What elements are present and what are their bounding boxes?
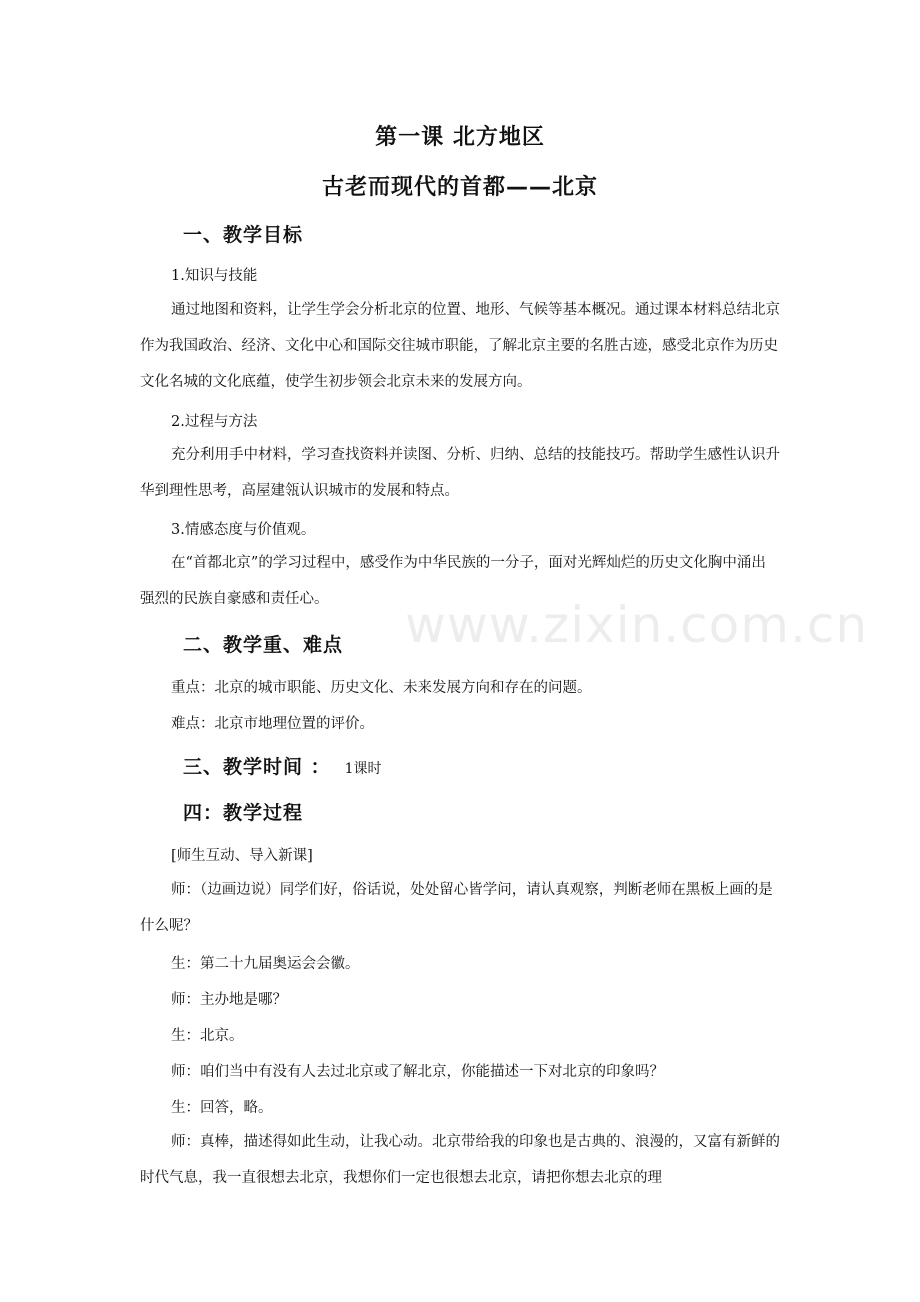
key-point-text: 重点：北京的城市职能、历史文化、未来发展方向和存在的问题。 bbox=[171, 680, 592, 696]
dialogue-line-2: 生：第二十九届奥运会会徽。 bbox=[171, 956, 360, 972]
section-time-value: 1课时 bbox=[344, 761, 382, 777]
lesson-subtitle: 古老而现代的首都——北京 bbox=[321, 175, 598, 200]
difficult-point-text: 难点：北京市地理位置的评价。 bbox=[171, 716, 374, 732]
watermark: www.zixin.com.cn bbox=[405, 596, 869, 654]
section-heading-key-points: 二、教学重、难点 bbox=[183, 634, 344, 656]
section-heading-process: 四：教学过程 bbox=[183, 802, 304, 824]
objective-2-text: 充分利用手中材料，学习查找资料并读图、分析、归纳、总结的技能技巧。帮助学生感性认识升华到理性思考，高屋建瓴认识城市的发展和特点。 bbox=[140, 447, 780, 499]
section-time-label: 三、教学时间 ： bbox=[183, 756, 331, 778]
dialogue-line-6: 生：回答，略。 bbox=[171, 1100, 273, 1116]
dialogue-line-3: 师：主办地是哪？ bbox=[171, 992, 287, 1008]
objective-3-text: 在“首都北京”的学习过程中，感受作为中华民族的一分子，面对光辉灿烂的历史文化胸中涌出强烈的民族自豪感和责任心。 bbox=[140, 555, 766, 607]
dialogue-line-1: 师：（边画边说）同学们好，俗话说，处处留心皆学问，请认真观察，判断老师在黑板上画的是什么呢？ bbox=[140, 882, 773, 934]
dialogue-line-5: 师：咱们当中有没有人去过北京或了解北京，你能描述一下对北京的印象吗？ bbox=[171, 1064, 664, 1080]
objective-3-label: 3.情感态度与价值观。 bbox=[171, 522, 316, 538]
lesson-title: 第一课 北方地区 bbox=[375, 125, 545, 150]
objective-1-label: 1.知识与技能 bbox=[171, 268, 258, 284]
section-heading-objectives: 一、教学目标 bbox=[183, 224, 304, 246]
section-heading-time bbox=[183, 752, 382, 779]
dialogue-line-4: 生：北京。 bbox=[171, 1028, 244, 1044]
objective-1-text: 通过地图和资料，让学生学会分析北京的位置、地形、气候等基本概况。通过课本材料总结北京作为我国政治、经济、文化中心和国际交往城市职能，了解北京主要的名胜古迹，感受北京作为历史文化名城的文化底蕴，使学生初步领会北京未来的发展方向。 bbox=[140, 302, 780, 390]
process-intro: [师生互动、导入新课] bbox=[171, 848, 313, 864]
objective-2-label: 2.过程与方法 bbox=[171, 414, 258, 430]
dialogue-line-7: 师：真棒，描述得如此生动，让我心动。北京带给我的印象也是古典的、浪漫的，又富有新鲜的时代气息，我一直很想去北京，我想你们一定也很想去北京，请把你想去北京的理 bbox=[140, 1134, 780, 1186]
